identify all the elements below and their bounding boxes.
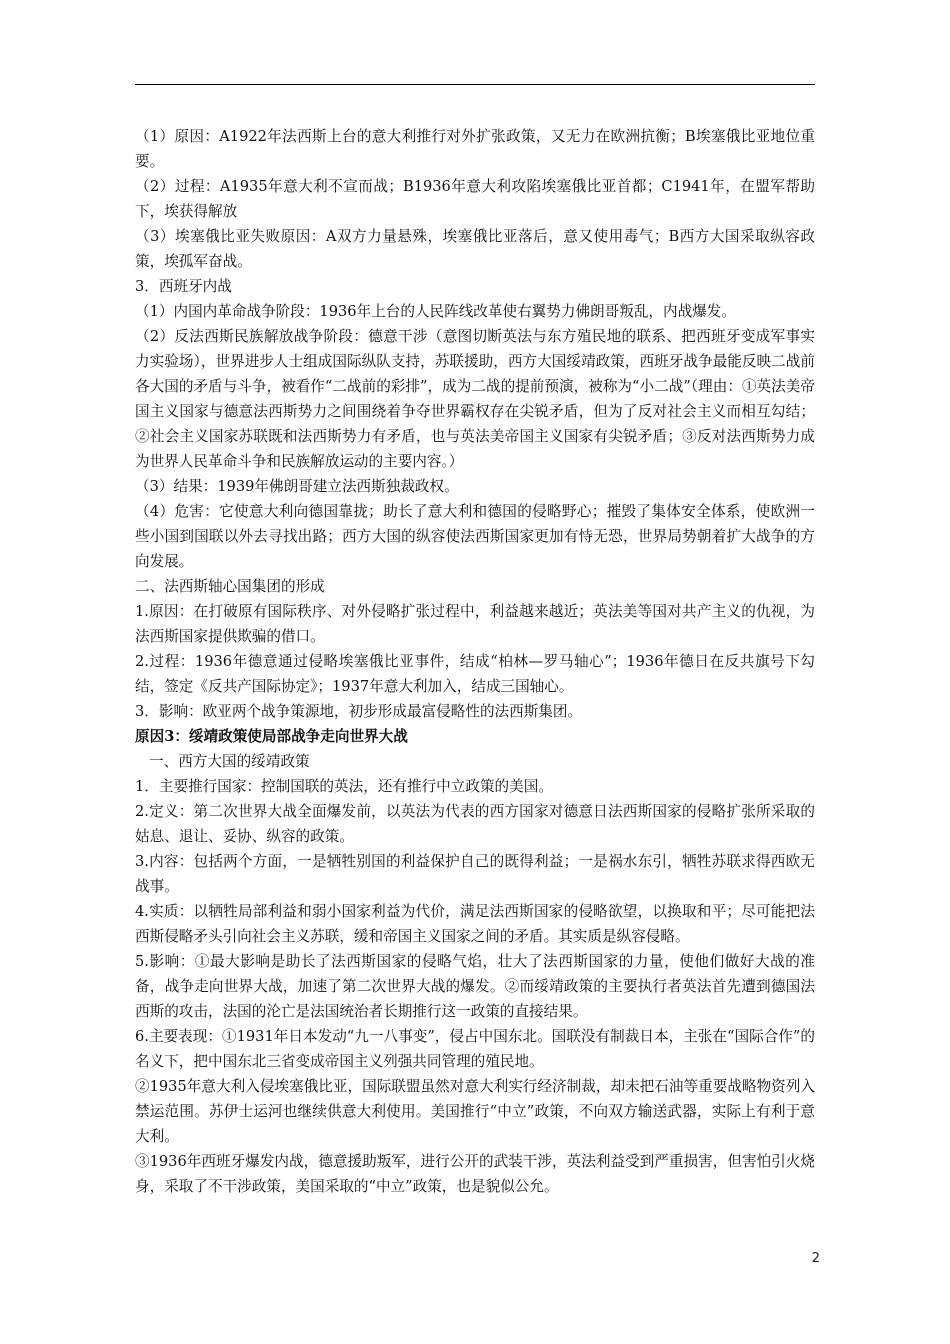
bold-heading: 原因3：绥靖政策使局部战争走向世界大战 xyxy=(135,728,408,745)
paragraph: 2.定义：第二次世界大战全面爆发前，以英法为代表的西方国家对德意日法西斯国家的侵略扩张所采取的姑息、退让、妥协、纵容的政策。 xyxy=(135,803,815,845)
paragraph: 6.主要表现：①1931年日本发动“九一八事变”，侵占中国东北。国联没有制裁日本，主张在“国际合作”的名义下，把中国东北三省变成帝国主义列强共同管理的殖民地。 xyxy=(135,1028,815,1070)
section-heading: 二、法西斯轴心国集团的形成 xyxy=(135,578,325,595)
body-text xyxy=(135,124,815,1199)
header-rule xyxy=(135,84,815,85)
section-heading: 一、西方大国的绥靖政策 xyxy=(149,753,310,770)
page-number: 2 xyxy=(811,1251,820,1266)
paragraph: （1）原因：A1922年法西斯上台的意大利推行对外扩张政策，又无力在欧洲抗衡；B埃塞俄比亚地位重要。 xyxy=(135,128,815,170)
paragraph: 1.原因：在打破原有国际秩序、对外侵略扩张过程中，利益越来越近；英法美等国对共产主义的仇视，为法西斯国家提供欺骗的借口。 xyxy=(135,603,815,645)
paragraph: 4.实质：以牺牲局部利益和弱小国家利益为代价，满足法西斯国家的侵略欲望，以换取和平；尽可能把法西斯侵略矛头引向社会主义苏联，缓和帝国主义国家之间的矛盾。其实质是纵容侵略。 xyxy=(135,903,815,945)
paragraph: （2）反法西斯民族解放战争阶段：德意干涉（意图切断英法与东方殖民地的联系、把西班牙变成军事实力实验场），世界进步人士组成国际纵队支持，苏联援助，西方大国绥靖政策，西班牙战争最能反映二战前各大国的矛盾与斗争，被看作“二战前的彩排”，成为二战的提前预演，被称为“小二战”（理由：①英法美帝国主义国家与德意法西斯势力之间围绕着争夺世界霸权存在尖锐矛盾，但为了反对社会主义而相互勾结；②社会主义国家苏联既和法西斯势力有矛盾，也与英法美帝国主义国家有尖锐矛盾；③反对法西斯势力成为世界人民革命斗争和民族解放运动的主要内容。） xyxy=(135,328,815,470)
paragraph: 1．主要推行国家：控制国联的英法，还有推行中立政策的美国。 xyxy=(135,778,553,795)
paragraph: ②1935年意大利入侵埃塞俄比亚，国际联盟虽然对意大利实行经济制裁，却未把石油等重要战略物资列入禁运范围。苏伊士运河也继续供意大利使用。美国推行“中立”政策，不向双方输送武器，实际上有利于意大利。 xyxy=(135,1078,815,1145)
paragraph: 5.影响：①最大影响是助长了法西斯国家的侵略气焰，壮大了法西斯国家的力量，使他们做好大战的准备，战争走向世界大战，加速了第二次世界大战的爆发。②而绥靖政策的主要执行者英法首先遭到德国法西斯的攻击，法国的沦亡是法国统治者长期推行这一政策的直接结果。 xyxy=(135,953,815,1020)
paragraph: （3）埃塞俄比亚失败原因：A双方力量悬殊，埃塞俄比亚落后，意又使用毒气；B西方大国采取纵容政策，埃孤军奋战。 xyxy=(135,228,815,270)
paragraph: （2）过程：A1935年意大利不宣而战；B1936年意大利攻陷埃塞俄比亚首都；C1941年，在盟军帮助下，埃获得解放 xyxy=(135,178,815,220)
paragraph: （3）结果：1939年佛朗哥建立法西斯独裁政权。 xyxy=(135,478,459,495)
paragraph: 2.过程：1936年德意通过侵略埃塞俄比亚事件，结成“柏林—罗马轴心”；1936年德日在反共旗号下勾结，签定《反共产国际协定》；1937年意大利加入，结成三国轴心。 xyxy=(135,653,815,695)
paragraph: （4）危害：它使意大利向德国靠拢；助长了意大利和德国的侵略野心；摧毁了集体安全体系，使欧洲一些小国到国联以外去寻找出路；西方大国的纵容使法西斯国家更加有恃无恐，世界局势朝着扩大战争的方向发展。 xyxy=(135,503,815,570)
paragraph: （1）内国内革命战争阶段：1936年上台的人民阵线改革使右翼势力佛朗哥叛乱，内战爆发。 xyxy=(135,303,736,320)
paragraph: ③1936年西班牙爆发内战，德意援助叛军，进行公开的武装干涉，英法利益受到严重损害，但害怕引火烧身，采取了不干涉政策，美国采取的“中立”政策，也是貌似公允。 xyxy=(135,1153,815,1195)
paragraph: 3．影响：欧亚两个战争策源地，初步形成最富侵略性的法西斯集团。 xyxy=(135,703,583,720)
section-heading: 3．西班牙内战 xyxy=(135,278,232,295)
paragraph: 3.内容：包括两个方面，一是牺牲别国的利益保护自己的既得利益；一是祸水东引，牺牲苏联求得西欧无战事。 xyxy=(135,853,815,895)
